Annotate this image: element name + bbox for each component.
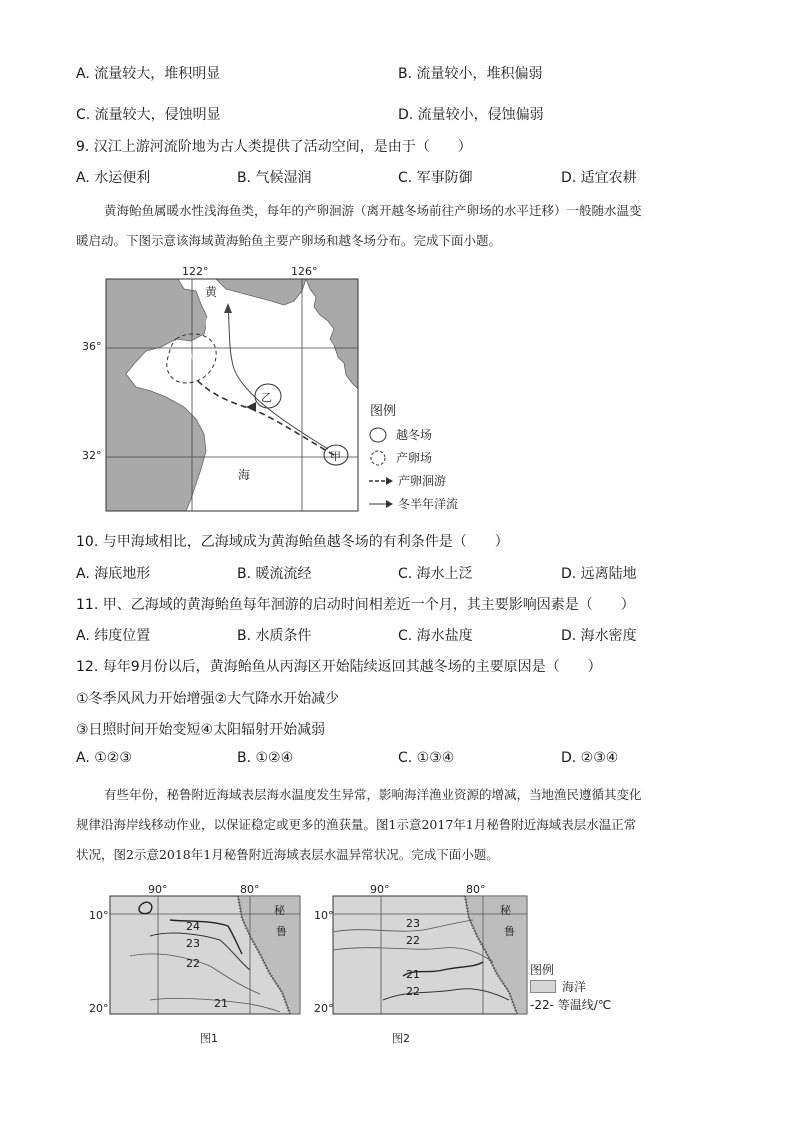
dashed-arrow-icon	[368, 475, 394, 487]
yellow-sea-map	[106, 279, 358, 511]
map1-legend-current	[368, 495, 458, 512]
fig2-isotherm-label-22: 22	[406, 934, 420, 947]
fig2-lon-80: 80°	[466, 883, 486, 896]
q12-option-d[interactable]: D. ②③④	[561, 750, 619, 766]
fig1-isotherm-label-23: 23	[186, 937, 200, 950]
intro1-line2: 暖启动。下图示意该海域黄海鲐鱼主要产卵场和越冬场分布。完成下面小题。	[76, 233, 502, 248]
q11-option-a[interactable]: A. 纬度位置	[76, 628, 151, 644]
map1-label-bing: 丙	[186, 352, 197, 365]
q12-option-a[interactable]: A. ①②③	[76, 750, 132, 766]
fig-legend-title: 图例	[530, 963, 555, 977]
intro1-line1: 黄海鲐鱼属暖水性浅海鱼类，每年的产卵洄游（离开越冬场前往产卵场的水平迁移）一般随水温变	[104, 203, 642, 218]
intro2-line2: 规律沿海岸线移动作业，以保证稳定或更多的渔获量。图1示意2017年1月秘鲁附近海域表层水温正常	[76, 817, 637, 832]
q8-option-c[interactable]: C. 流量较大，侵蚀明显	[76, 107, 221, 123]
q12-statement-line1: ①冬季风风力开始增强②大气降水开始减少	[76, 691, 340, 707]
map1-legend-spawning-label: 产卵场	[396, 451, 433, 465]
q9-option-b[interactable]: B. 气候湿润	[237, 170, 312, 186]
map1-legend-wintering-label: 越冬场	[396, 428, 433, 442]
map1-legend-title: 图例	[370, 404, 397, 419]
q12-option-b[interactable]: B. ①②④	[237, 750, 294, 766]
map1-legend-migration	[368, 472, 446, 489]
fig2-lat-10: 10°	[314, 909, 334, 922]
fig1-isotherm-label-21: 21	[214, 997, 228, 1010]
map1-legend-wintering	[368, 426, 432, 443]
q12-statement-line2: ③日照时间开始变短④太阳辐射开始减弱	[76, 722, 326, 738]
map1-sea-label-top: 黄	[205, 285, 218, 299]
fig-legend-ocean-label: 海洋	[562, 980, 587, 994]
fig2-peru-sst-map	[333, 896, 527, 1014]
fig-legend-isotherm	[530, 996, 611, 1013]
fig-legend-isotherm-label: -22- 等温线/℃	[530, 998, 612, 1012]
q12-stem: 12. 每年9月份以后，黄海鲐鱼从丙海区开始陆续返回其越冬场的主要原因是（ ）	[76, 659, 602, 675]
fig2-country-label-1: 秘	[500, 904, 511, 917]
q11-stem: 11. 甲、乙海域的黄海鲐鱼每年洄游的启动时间相差近一个月，其主要影响因素是（ ）	[76, 597, 635, 613]
map1-legend-spawning	[368, 449, 432, 466]
q12-option-c[interactable]: C. ①③④	[398, 750, 455, 766]
map1-lon-126: 126°	[291, 265, 318, 278]
q9-stem: 9. 汉江上游河流阶地为古人类提供了活动空间，是由于（ ）	[76, 139, 472, 155]
fig1-lat-10: 10°	[89, 909, 109, 922]
map1-label-jia: 甲	[330, 450, 341, 463]
q8-option-d[interactable]: D. 流量较小，侵蚀偏弱	[398, 107, 544, 123]
fig1-isotherm-label-22: 22	[186, 957, 200, 970]
map1-label-yi: 乙	[261, 391, 272, 404]
fig2-lat-20: 20°	[314, 1002, 334, 1015]
fig1-country-label-1: 秘	[274, 904, 285, 917]
q10-option-d[interactable]: D. 远离陆地	[561, 566, 637, 582]
fig-legend-ocean	[530, 978, 586, 995]
fig2-caption: 图2	[392, 1032, 410, 1045]
wintering-ground-icon	[368, 427, 390, 443]
fig1-lon-80: 80°	[240, 883, 260, 896]
intro2-line3: 状况，图2示意2018年1月秘鲁附近海域表层水温异常状况。完成下面小题。	[76, 847, 499, 862]
q9-option-a[interactable]: A. 水运便利	[76, 170, 151, 186]
fig1-country-label-2: 鲁	[276, 925, 287, 938]
map1-lon-122: 122°	[182, 265, 209, 278]
q10-option-b[interactable]: B. 暖流流经	[237, 566, 312, 582]
q10-stem: 10. 与甲海域相比，乙海域成为黄海鲐鱼越冬场的有利条件是（ ）	[76, 534, 509, 550]
ocean-swatch-icon	[530, 980, 556, 993]
q9-option-c[interactable]: C. 军事防御	[398, 170, 473, 186]
q8-option-b[interactable]: B. 流量较小，堆积偏弱	[398, 66, 543, 82]
q9-option-d[interactable]: D. 适宜农耕	[561, 170, 637, 186]
map1-sea-label-bottom: 海	[238, 468, 251, 482]
fig2-isotherm-label-22b: 22	[406, 985, 420, 998]
q10-option-c[interactable]: C. 海水上泛	[398, 566, 473, 582]
q11-option-b[interactable]: B. 水质条件	[237, 628, 312, 644]
fig1-caption: 图1	[200, 1032, 218, 1045]
map1-legend-current-label: 冬半年洋流	[398, 497, 459, 511]
fig1-isotherm-label-24: 24	[186, 920, 200, 933]
map1-legend-migration-label: 产卵洄游	[398, 474, 447, 488]
fig2-lon-90: 90°	[370, 883, 390, 896]
fig2-country-label-2: 鲁	[504, 925, 515, 938]
map1-lat-32: 32°	[82, 449, 102, 462]
q10-option-a[interactable]: A. 海底地形	[76, 566, 151, 582]
q8-option-a[interactable]: A. 流量较大，堆积明显	[76, 66, 221, 82]
q11-option-c[interactable]: C. 海水盐度	[398, 628, 473, 644]
fig2-isotherm-label-23: 23	[406, 917, 420, 930]
fig2-isotherm-label-21: 21	[406, 968, 420, 981]
map1-lat-36: 36°	[82, 340, 102, 353]
fig1-peru-sst-map	[110, 896, 300, 1014]
fig1-lat-20: 20°	[89, 1002, 109, 1015]
fig1-lon-90: 90°	[148, 883, 168, 896]
spawning-ground-icon	[368, 450, 390, 466]
q11-option-d[interactable]: D. 海水密度	[561, 628, 637, 644]
solid-arrow-icon	[368, 498, 394, 510]
intro2-line1: 有些年份，秘鲁附近海域表层海水温度发生异常，影响海洋渔业资源的增减，当地渔民遵循其变化	[104, 787, 642, 802]
